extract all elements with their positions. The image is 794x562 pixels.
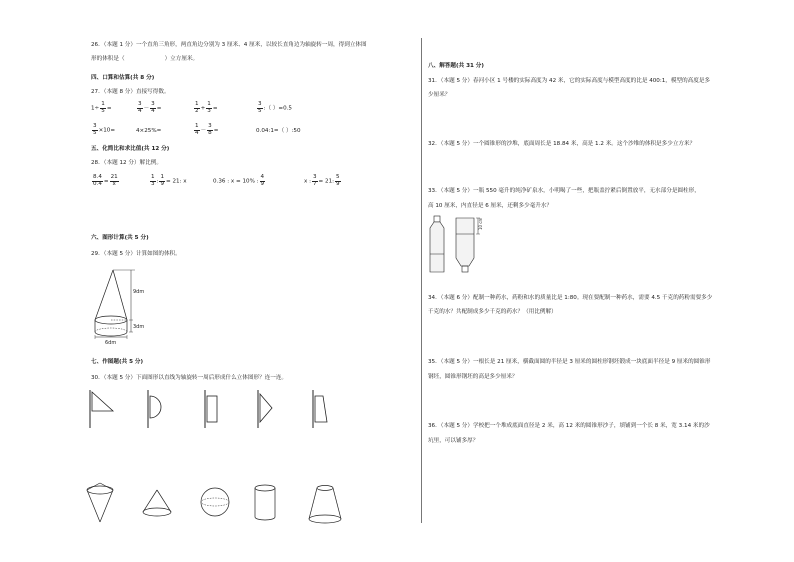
q28-eq-4 <box>304 175 342 187</box>
equals: = <box>212 105 218 112</box>
q26-line2-b: ）立方厘米。 <box>164 56 199 62</box>
q30-triangle-with-axis[interactable] <box>90 390 113 428</box>
denominator: 4 <box>138 107 142 114</box>
numerator: 1 <box>151 174 155 180</box>
q33-bottle-label: 10 cm <box>478 217 483 230</box>
denominator: 9 <box>260 180 265 187</box>
denominator: 4 <box>151 107 155 114</box>
q34-line2: 千克的水？共配制成多少千克的药水？（用比例解） <box>428 309 557 315</box>
numerator: 3 <box>138 101 142 107</box>
numerator: 3 <box>208 123 212 129</box>
q36-line1: 36．（本题 5 分）学校把一个堆成底面直径是 2 米，高 12 米的圆锥形沙子，填铺到一个长 8 米，宽 3.14 米的沙 <box>428 423 710 429</box>
section-8-heading: 八、解答题(共 31 分) <box>428 63 484 69</box>
q28-eq-3 <box>213 175 266 187</box>
q31-line2: 少厘米？ <box>428 92 451 98</box>
q30-trapezoid-with-axis[interactable] <box>313 390 327 428</box>
q30-cylinder[interactable] <box>255 485 275 520</box>
numerator: 5 <box>336 174 340 180</box>
denominator: 5 <box>101 107 105 114</box>
q35-line1: 35．（本题 5 分）一根长是 21 厘米，横截面圆的半径是 3 厘米的圆柱形钢坯锻成一块底面半径是 9 厘米的圆锥形 <box>428 359 711 365</box>
section-4-heading: 四、口算和估算(共 8 分) <box>91 75 155 81</box>
denominator: 3 <box>207 107 211 114</box>
numerator: 3 <box>312 174 317 180</box>
q36-line2: 坑里，可以铺多厚？ <box>428 438 479 444</box>
q33-line2: 高 10 厘米，内直径是 6 厘米，还剩多少毫升水？ <box>428 203 553 209</box>
denominator: x <box>112 180 116 187</box>
numerator: 1 <box>101 101 105 107</box>
q34-line1: 34．（本题 6 分）配制一种药水，药粉和水的质量比是 1:80。现在要配制一种药水，需要 4.5 千克的药粉需要多少 <box>428 295 713 301</box>
q27-item-5-rest: ×10= <box>98 127 116 134</box>
section-6-heading: 六、图形计算(共 5 分) <box>91 235 149 241</box>
equals: = <box>213 127 219 134</box>
q27-item-5 <box>91 124 115 136</box>
q26-line1: 26．（本题 1 分）一个直角三角形，两直角边分别为 3 厘米、4 厘米，以较长直角边为轴旋转一周，得到立体图 <box>91 42 367 48</box>
q30-triangle-right-axis[interactable] <box>258 390 272 428</box>
denominator: 0.4 <box>93 180 102 187</box>
denominator: 9 <box>336 180 340 187</box>
q32-line1: 32．（本题 5 分）一个圆锥形的沙堆，底面周长是 18.84 米，高是 1.2 米。这个沙堆的体积是多少立方米？ <box>428 141 696 147</box>
q30-sphere[interactable] <box>201 488 229 516</box>
numerator: 8.4 <box>93 174 102 180</box>
q33-bottles-figure <box>426 212 496 277</box>
q30-title: 30．（本题 5 分）下面图形以直线为轴旋转一周后形成什么立体图形？连一连。 <box>91 375 288 381</box>
operator: － <box>200 127 207 134</box>
numerator: 3 <box>258 101 262 107</box>
denominator: 7 <box>312 180 317 187</box>
q28-eq-4-tail: = 21: <box>318 178 335 185</box>
numerator: 21 <box>110 174 118 180</box>
q27-title: 27．（本题 8 分）直接写得数。 <box>91 89 170 95</box>
operator: － <box>143 105 150 112</box>
q28-eq-2 <box>149 175 187 187</box>
q27-item-8: 0.04:1=（ ）:50 <box>256 128 301 134</box>
q28-eq-1 <box>91 175 120 187</box>
denominator: 3 <box>151 180 155 187</box>
numerator: 1 <box>207 101 211 107</box>
denominator: 4 <box>195 129 199 136</box>
denominator: 9 <box>160 180 165 187</box>
denominator: 2 <box>195 107 199 114</box>
numerator: 1 <box>160 174 165 180</box>
q31-line1: 31．（本题 5 分）春河小区 1 号楼的实际高度为 42 米，它的实际高度与模型高度的比是 400:1，模型的高度是多 <box>428 78 711 84</box>
q30-rectangle-with-axis[interactable] <box>205 390 217 428</box>
numerator: 1 <box>195 101 199 107</box>
q27-item-4 <box>256 102 292 114</box>
column-divider <box>421 38 422 523</box>
q27-item-3 <box>193 102 218 114</box>
q28-title: 28．（本题 12 分）解比例。 <box>91 160 162 166</box>
q30-double-cone[interactable] <box>87 483 113 522</box>
q29-label-cylinder-height: 3dm <box>133 324 145 330</box>
q33-upright-bottle <box>430 216 444 272</box>
q26-line2 <box>91 56 198 63</box>
numerator: 1 <box>195 123 199 129</box>
q28-eq-2-tail: = 21: x <box>166 178 187 185</box>
numerator: 3 <box>151 101 155 107</box>
denominator: 5 <box>258 107 262 114</box>
q30-plane-figures <box>88 388 348 430</box>
q27-item-2 <box>136 102 161 114</box>
q27-item-1-prefix: 1÷ <box>91 105 100 112</box>
q29-title: 29．（本题 5 分）计算如图的体积。 <box>91 251 181 257</box>
equals: = <box>156 105 162 112</box>
q28-eq-3-prefix: 0.36 : x = 10% : <box>213 178 259 185</box>
q27-item-1 <box>91 102 112 114</box>
q26-line2-a: 形的体积是（ <box>91 56 125 62</box>
q30-solid-figures <box>85 482 360 527</box>
q30-frustum[interactable] <box>309 486 341 524</box>
q29-cone-cylinder-figure <box>85 262 160 347</box>
q29-label-diameter: 6dm <box>105 340 117 346</box>
equals: = <box>103 178 109 185</box>
denominator: 8 <box>208 129 212 136</box>
q27-item-7 <box>193 124 218 136</box>
numerator: 4 <box>260 174 265 180</box>
q33-inverted-bottle <box>456 217 483 272</box>
q29-label-cone-height: 9dm <box>133 289 145 295</box>
q30-semicircle-with-axis[interactable] <box>148 390 161 428</box>
operator: + <box>200 105 206 112</box>
equals: = <box>106 105 112 112</box>
q30-cone[interactable] <box>143 490 171 516</box>
q33-line1: 33．（本题 5 分）一瓶 550 毫升的纯净矿泉水，小明喝了一些，把瓶盖拧紧后倒置放平，无水部分是圆柱形， <box>428 188 700 194</box>
colon: : <box>156 178 159 185</box>
denominator: 5 <box>93 129 97 136</box>
q35-line2: 钢坯，圆锥形钢坯的高是多少厘米？ <box>428 374 518 380</box>
section-5-heading: 五、化简比和求比值(共 12 分) <box>91 146 170 152</box>
q27-item-4-rest: :（ ）=0.5 <box>263 105 292 112</box>
numerator: 3 <box>93 123 97 129</box>
q27-item-6: 4×25%= <box>136 128 162 134</box>
section-7-heading: 七、作图题(共 5 分) <box>91 359 144 365</box>
q28-eq-4-prefix: x : <box>304 178 311 185</box>
